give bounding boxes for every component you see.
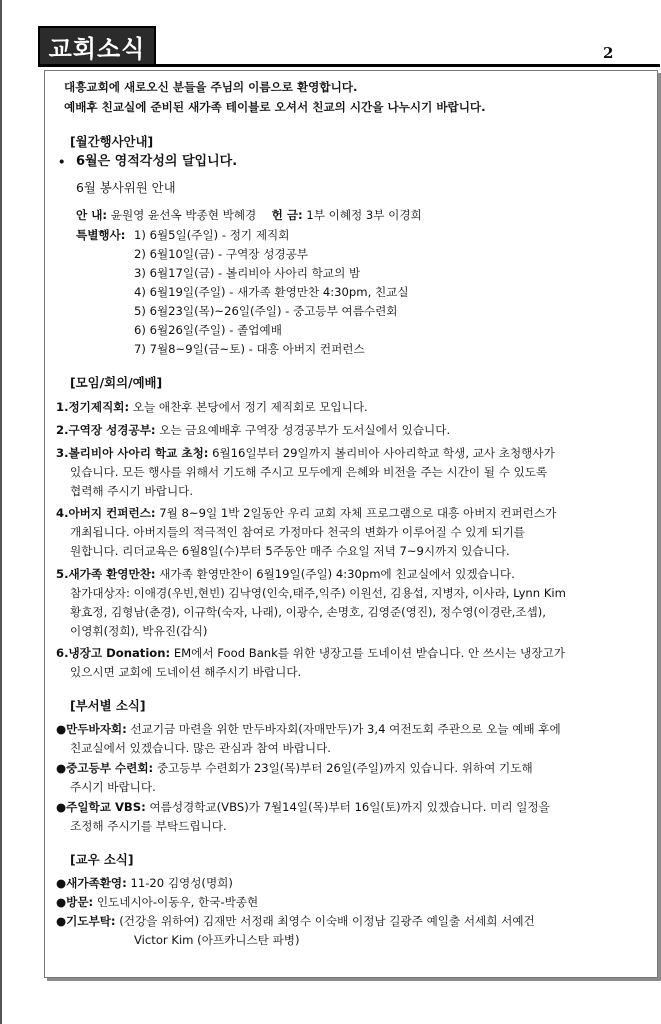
bullet-icon: • xyxy=(58,155,66,169)
page-number: 2 xyxy=(603,44,614,62)
departments-heading: [부서별 소식] xyxy=(70,698,146,713)
department-item xyxy=(56,761,533,775)
guide-row xyxy=(76,208,422,222)
header-rule xyxy=(38,64,660,67)
meeting-text: 참가대상자: 이애경(우빈,현빈) 김낙영(인숙,태주,익주) 이원선, 김용섭, 지병자, 이사라, Lynn Kim xyxy=(70,586,566,600)
member-text: Victor Kim (아프카니스탄 파병) xyxy=(134,933,300,947)
section-title-tab xyxy=(38,26,156,66)
meeting-text: 협력해 주시기 바랍니다. xyxy=(70,484,194,498)
news-content-box xyxy=(44,70,658,978)
meeting-item xyxy=(56,400,368,414)
special-event: 1) 6월5일(주일) - 정기 제직회 xyxy=(134,228,290,242)
member-item xyxy=(56,914,535,928)
offering-names: 1부 이혜정 3부 이경희 xyxy=(306,208,422,222)
meeting-text: 오는 금요예배후 구역장 성경공부가 도서실에서 있습니다. xyxy=(159,423,451,437)
monthly-theme: 6월은 영적각성의 달입니다. xyxy=(76,154,238,169)
special-event: 4) 6월19일(주일) - 새가족 환영만찬 4:30pm, 친교실 xyxy=(134,285,409,299)
members-heading: [교우 소식] xyxy=(70,852,134,867)
meeting-text: 새가족 환영만찬이 6월19일(주일) 4:30pm에 친교실에서 있겠습니다. xyxy=(159,567,515,581)
department-text: 조정해 주시기를 부탁드립니다. xyxy=(70,819,227,833)
meeting-label: 6.냉장고 Donation: xyxy=(56,646,171,660)
department-text: 선교기금 마련을 위한 만두바자회(자매만두)가 3,4 여전도회 주관으로 오늘 예배 후에 xyxy=(130,722,561,736)
section-title: 교회소식 xyxy=(48,34,146,63)
meeting-text: 7월 8~9일 1박 2일동안 우리 교회 자체 프로그램으로 대흥 아버지 컨퍼런스가 xyxy=(159,506,557,520)
member-text: 인도네시아-이동우, 한국-박종현 xyxy=(96,895,259,909)
meeting-text: EM에서 Food Bank를 위한 냉장고를 도네이션 받습니다. 안 쓰시는 냉장고가 xyxy=(173,646,565,660)
department-label: ●중고등부 수련회: xyxy=(56,761,154,775)
special-event: 6) 6월26일(주일) - 졸업예배 xyxy=(134,323,282,337)
meeting-text: 있으시면 교회에 도네이션 해주시기 바랍니다. xyxy=(70,665,302,679)
member-label: ●방문: xyxy=(56,895,94,909)
meeting-label: 1.정기제직회: xyxy=(56,400,130,414)
member-item xyxy=(56,895,258,909)
department-item xyxy=(56,800,550,814)
guide-names: 윤원영 윤선옥 박종현 박혜경 xyxy=(110,208,257,222)
page-left-border xyxy=(0,0,2,1024)
special-event: 7) 7월8~9일(금~토) - 대흥 아버지 컨퍼런스 xyxy=(134,342,365,356)
meeting-item xyxy=(56,446,555,460)
department-text: 여름성경학교(VBS)가 7월14일(목)부터 16일(토)까지 있겠습니다. 미리 일정을 xyxy=(149,800,550,814)
offering-label: 헌 금: xyxy=(271,208,303,222)
meeting-item xyxy=(56,506,556,520)
department-label: ●주일학교 VBS: xyxy=(56,800,146,814)
welcome-line-1: 대흥교회에 새로오신 분들을 주님의 이름으로 환영합니다. xyxy=(64,80,358,94)
guide-label: 안 내: xyxy=(76,208,108,222)
meeting-item xyxy=(56,646,565,660)
department-item xyxy=(56,722,561,736)
meeting-label: 3.볼리비아 사아리 학교 초청: xyxy=(56,446,209,460)
monthly-events-heading: [월간행사안내] xyxy=(70,134,154,149)
welcome-line-2: 예배후 친교실에 준비된 새가족 테이블로 오셔서 친교의 시간을 나누시기 바랍니다. xyxy=(64,100,486,114)
special-events-label: 특별행사: xyxy=(76,228,126,242)
meeting-text: 있습니다. 모든 행사를 위해서 기도해 주시고 모두에게 은혜와 비전을 주는 시간이 될 수 있도록 xyxy=(70,465,548,479)
meeting-text: 황효정, 김형남(춘경), 이규학(숙자, 나래), 이광수, 손명호, 김영준(영진), 정수영(이경란,조셉), xyxy=(70,605,546,619)
department-text: 주시기 바랍니다. xyxy=(70,780,156,794)
volunteer-heading: 6월 봉사위원 안내 xyxy=(76,180,176,195)
meeting-text: 원합니다. 리더교육은 6월8일(수)부터 5주동안 매주 수요일 저녁 7~9시까지 있습니다. xyxy=(70,544,510,558)
meeting-text: 오늘 애찬후 본당에서 정기 제직회로 모입니다. xyxy=(132,400,368,414)
meeting-text: 개최됩니다. 아버지들의 적극적인 참여로 가정마다 천국의 변화가 이루어질 수 있게 되기를 xyxy=(70,525,525,539)
member-text: 11-20 김영성(명희) xyxy=(130,876,233,890)
department-label: ●만두바자회: xyxy=(56,722,127,736)
special-event: 5) 6월23일(목)~26일(주일) - 중고등부 여름수련회 xyxy=(134,304,398,318)
member-text: (건강을 위하여) 김재만 서정래 최영수 이숙배 이정남 길광주 예일출 서세희 서예건 xyxy=(119,914,535,928)
meeting-text: 6월16일부터 29일까지 볼리비아 사아리학교 학생, 교사 초청행사가 xyxy=(212,446,555,460)
special-event: 3) 6월17일(금) - 볼리비아 사아리 학교의 밤 xyxy=(134,266,361,280)
meeting-label: 5.새가족 환영만찬: xyxy=(56,567,156,581)
meeting-label: 2.구역장 성경공부: xyxy=(56,423,156,437)
member-label: ●새가족환영: xyxy=(56,876,127,890)
department-text: 친교실에서 있겠습니다. 많은 관심과 참여 바랍니다. xyxy=(70,741,331,755)
member-item xyxy=(56,876,233,890)
meetings-heading: [모임/회의/예배] xyxy=(70,375,163,390)
member-label: ●기도부탁: xyxy=(56,914,116,928)
meeting-label: 4.아버지 컨퍼런스: xyxy=(56,506,156,520)
meeting-item xyxy=(56,567,515,581)
meeting-text: 이영휘(정희), 박유진(갑식) xyxy=(70,624,208,638)
department-text: 중고등부 수련회가 23일(목)부터 26일(주일)까지 있습니다. 위하여 기도해 xyxy=(156,761,533,775)
special-event: 2) 6월10일(금) - 구역장 성경공부 xyxy=(134,247,308,261)
meeting-item xyxy=(56,423,450,437)
